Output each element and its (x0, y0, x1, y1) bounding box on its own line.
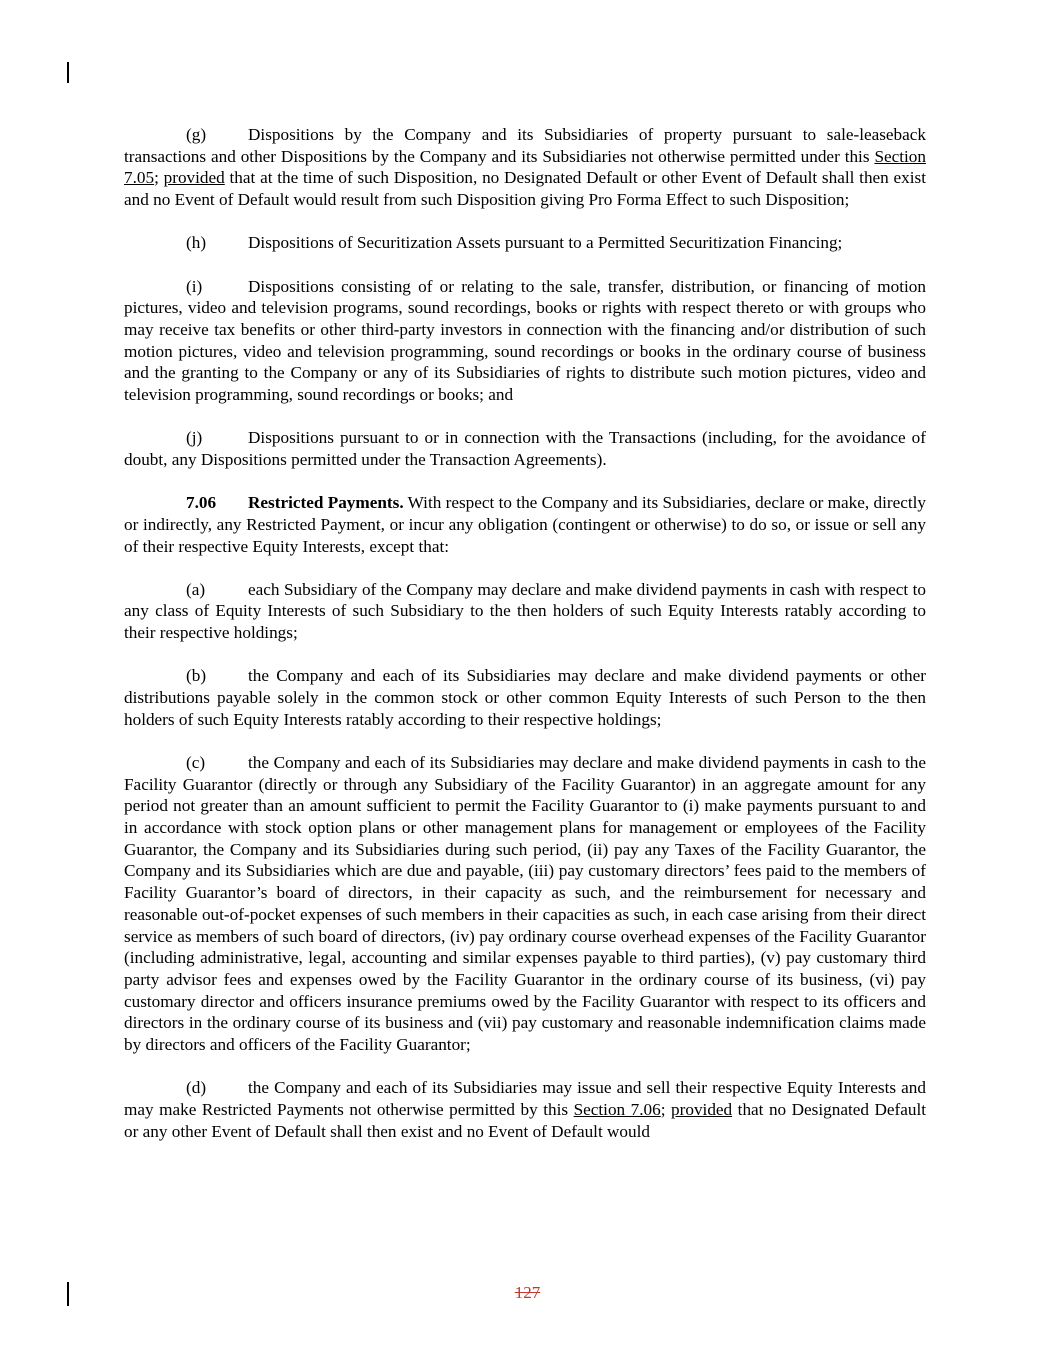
paragraph-b (124, 665, 926, 730)
paragraph-a (124, 579, 926, 644)
clause-label: (c) (186, 752, 206, 772)
provided-term: provided (671, 1100, 733, 1120)
clause-label: (j) (186, 428, 203, 448)
paragraph-h (124, 232, 926, 254)
paragraph-text: Dispositions consisting of or relating to the sale, transfer, distribution, or financing of motion pictures, video and television programs, sound recordings, books or rights with respect thereto or with groups who may receive tax benefits or other third-party investors in connection with the financing and/or distribution of such motion pictures, video and television programming, sound recordings or books in the ordinary course of business and the granting to the Company or any of its Subsidiaries of rights to distribute such motion pictures, video and television programming, sound recordings or books; and (124, 276, 926, 405)
paragraph-text: that at the time of such Disposition, no Designated Default or other Event of Default shall then exist and no Event of Default would result from such Disposition giving Pro Forma Effect to such Disposition; (124, 168, 926, 210)
paragraph-g (124, 124, 926, 211)
clause-label: (h) (186, 233, 207, 253)
clause-label: (d) (186, 1078, 207, 1098)
document-body (124, 124, 926, 1164)
section-7-06 (124, 492, 926, 557)
paragraph-text: Dispositions pursuant to or in connection with the Transactions (including, for the avoidance of doubt, any Dispositions permitted under the Transaction Agreements). (124, 428, 926, 469)
clause-label: (i) (186, 276, 203, 296)
paragraph-d (124, 1077, 926, 1142)
paragraph-text: that no Designated Default or any other Event of Default shall then exist and no Event of Default would (124, 1100, 927, 1141)
paragraph-text: Dispositions by the Company and its Subsidiaries of property pursuant to sale-leaseback transactions and other Dispositions by the Company and its Subsidiaries not otherwise permitted under this (124, 125, 926, 166)
paragraph-text: the Company and each of its Subsidiaries may declare and make dividend payments or other distributions payable solely in the common stock or other common Equity Interests of such Person to the then holders of such Equity Interests ratably according to their respective holdings; (124, 666, 926, 729)
paragraph-j (124, 427, 926, 470)
section-number: 7.06 (186, 493, 217, 513)
paragraph-text: With respect to the Company and its Subsidiaries, declare or make, directly or indirectly, any Restricted Payment, or incur any obligation (contingent or otherwise) to do so, or issue or sell any of their respective Equity Interests, except that: (124, 493, 926, 556)
provided-term: provided (163, 168, 225, 188)
page-number: 127 (514, 1283, 541, 1302)
paragraph-i (124, 276, 926, 406)
paragraph-text: the Company and each of its Subsidiaries may issue and sell their respective Equity Interests and may make Restricted Payments not otherwise permitted by this (124, 1078, 926, 1120)
clause-label: (g) (186, 125, 207, 144)
paragraph-text: ; (154, 168, 164, 188)
section-reference: Section 7.05 (124, 146, 926, 188)
section-heading: Restricted Payments. (248, 493, 404, 513)
section-reference: Section 7.06 (573, 1100, 661, 1120)
paragraph-text: each Subsidiary of the Company may declare and make dividend payments in cash with respect to any class of Equity Interests of such Subsidiary to the then holders of such Equity Interests ratably according to their respective holdings; (124, 579, 926, 643)
paragraph-c (124, 752, 926, 1056)
paragraph-text: the Company and each of its Subsidiaries may declare and make dividend payments in cash to the Facility Guarantor (directly or through any Subsidiary of the Facility Guarantor) in an aggregate amount for any period not greater than an amount sufficient to permit the Facility Guarantor to (i) make payments pursuant to and in accordance with stock option plans or other management plans for management or employees of the Facility Guarantor, the Company and its Subsidiaries during such period, (ii) pay any Taxes of the Facility Guarantor, the Company and its Subsidiaries which are due and payable, (iii) pay customary directors’ fees paid to the members of Facility Guarantor’s board of directors, in their capacity as such, and the reimbursement for necessary and reasonable out-of-pocket expenses of such members in their capacities as such, in each case arising from their direct service as members of such board of directors, (iv) pay ordinary course overhead expenses of the Facility Guarantor (including administrative, legal, accounting and similar expenses payable to third parties), (v) pay customary third party advisor fees and expenses owed by the Facility Guarantor in the ordinary course of its business, (vi) pay customary director and officers insurance premiums owed by the Facility Guarantor with respect to its officers and directors in the ordinary course of its business and (vii) pay customary and reasonable indemnification claims made by directors and officers of the Facility Guarantor; (124, 752, 926, 1055)
change-bar-top (67, 62, 69, 83)
paragraph-text: Dispositions of Securitization Assets pursuant to a Permitted Securitization Financing; (248, 233, 843, 253)
clause-label: (b) (186, 666, 207, 686)
clause-label: (a) (186, 579, 206, 599)
paragraph-text: ; (660, 1100, 672, 1120)
